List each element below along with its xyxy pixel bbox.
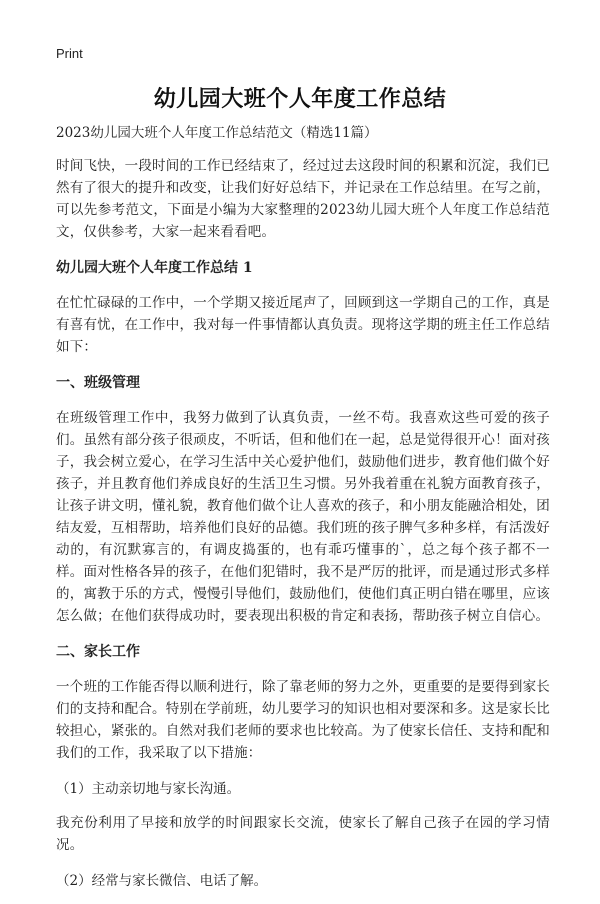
document-title: 幼儿园大班个人年度工作总结 [153, 86, 447, 112]
measure-1-heading: （1）主动亲切地与家长沟通。 [56, 781, 241, 797]
intro-paragraph: 时间飞快，一段时间的工作已经结束了，经过过去这段时间的积累和沉淀，我们已然有了很大的提升和改变，让我们好好总结下，并记录在工作总结里。在写之前，可以先参考范文，下面是小编为大家整理的2023幼儿园大班个人年度工作总结范文，仅供参考，大家一起来看看吧。 [56, 158, 550, 240]
print-link[interactable]: Print [56, 46, 83, 61]
summary-1-intro-paragraph: 在忙忙碌碌的工作中，一个学期又接近尾声了，回顾到这一学期自己的工作，真是有喜有忧，在工作中，我对每一件事情都认真负责。现将这学期的班主任工作总结如下： [56, 295, 550, 355]
measure-1-paragraph: 我充份利用了早接和放学的时间跟家长交流，使家长了解自己孩子在园的学习情况。 [56, 815, 550, 853]
measure-2-heading: （2）经常与家长微信、电话了解。 [56, 873, 268, 889]
parent-work-paragraph: 一个班的工作能否得以顺利进行，除了靠老师的努力之外，更重要的是要得到家长们的支持和配合。特别在学前班，幼儿要学习的知识也相对要深和多。这是家长比较担心，紧张的。自然对我们老师的要求也比较高。为了使家长信任、支持和配和我们的工作，我采取了以下措施： [56, 679, 550, 761]
class-management-heading: 一、班级管理 [56, 375, 140, 391]
class-management-paragraph: 在班级管理工作中，我努力做到了认真负责，一丝不苟。我喜欢这些可爱的孩子们。虽然有部分孩子很顽皮，不听话，但和他们在一起，总是觉得很开心！面对孩子，我会树立爱心，在学习生活中关心爱护他们，鼓励他们进步，教育他们做个好孩子，并且教育他们养成良好的生活卫生习惯。另外我着重在礼貌方面教育孩子，让孩子讲文明，懂礼貌，教育他们做个让人喜欢的孩子，和小朋友能融洽相处，团结友爱，互相帮助，培养他们良好的品德。我们班的孩子脾气多种多样，有活泼好动的，有沉默寡言的，有调皮捣蛋的，也有乖巧懂事的`，总之每个孩子都不一样。面对性格各异的孩子，在他们犯错时，我不是严厉的批评，而是通过形式多样的，寓教于乐的方式，慢慢引导他们，鼓励他们，使他们真正明白错在哪里，应该怎么做；在他们获得成功时，要表现出积极的肯定和表扬，帮助孩子树立自信心。 [56, 410, 550, 624]
document-body [56, 122, 550, 904]
summary-1-heading: 幼儿园大班个人年度工作总结 1 [56, 260, 253, 276]
parent-work-heading: 二、家长工作 [56, 644, 140, 660]
document-subtitle: 2023幼儿园大班个人年度工作总结范文（精选11篇） [56, 125, 378, 141]
